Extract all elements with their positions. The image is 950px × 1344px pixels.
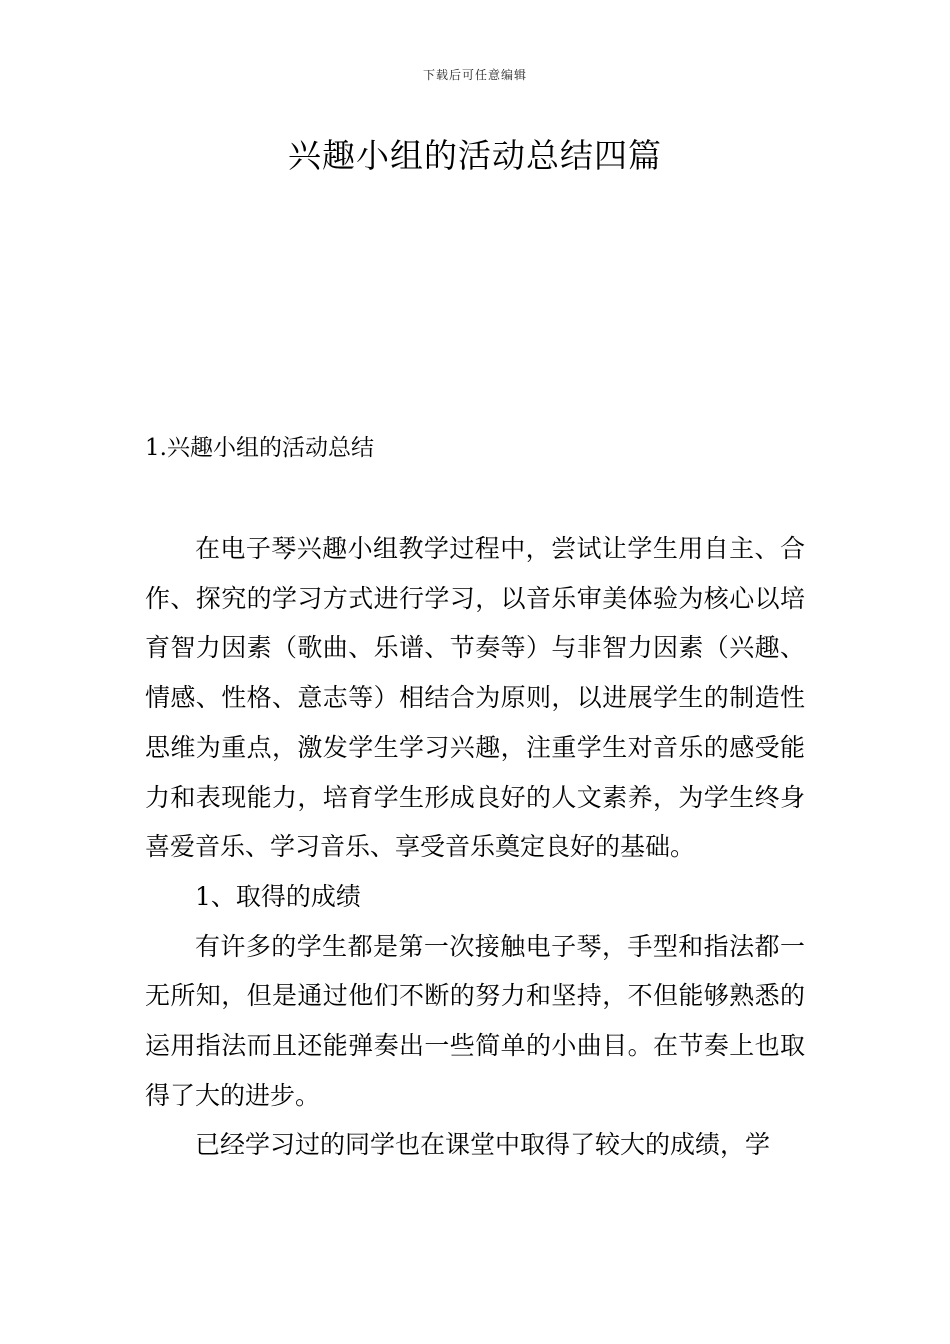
header-note: 下载后可任意编辑 — [422, 68, 527, 82]
document-title: 兴趣小组的活动总结四篇 — [288, 136, 662, 175]
subheading-achievements: 1、取得的成绩 — [195, 881, 361, 911]
paragraph-3: 已经学习过的同学也在课堂中取得了较大的成绩，学 — [195, 1130, 771, 1160]
section-heading: 1.兴趣小组的活动总结 — [145, 435, 374, 461]
paragraph-2: 有许多的学生都是第一次接触电子琴，手型和指法都一无所知，但是通过他们不断的努力和坚持，不但能够熟悉的运用指法而且还能弹奏出一些简单的小曲目。在节奏上也取得了大的进步。 — [145, 931, 805, 1110]
paragraph-1: 在电子琴兴趣小组教学过程中，尝试让学生用自主、合作、探究的学习方式进行学习，以音乐审美体验为核心以培育智力因素（歌曲、乐谱、节奏等）与非智力因素（兴趣、情感、性格、意志等）相结合为原则，以进展学生的制造性思维为重点，激发学生学习兴趣，注重学生对音乐的感受能力和表现能力，培育学生形成良好的人文素养，为学生终身喜爱音乐、学习音乐、享受音乐奠定良好的基础。 — [145, 534, 805, 862]
document-body — [145, 524, 805, 1170]
